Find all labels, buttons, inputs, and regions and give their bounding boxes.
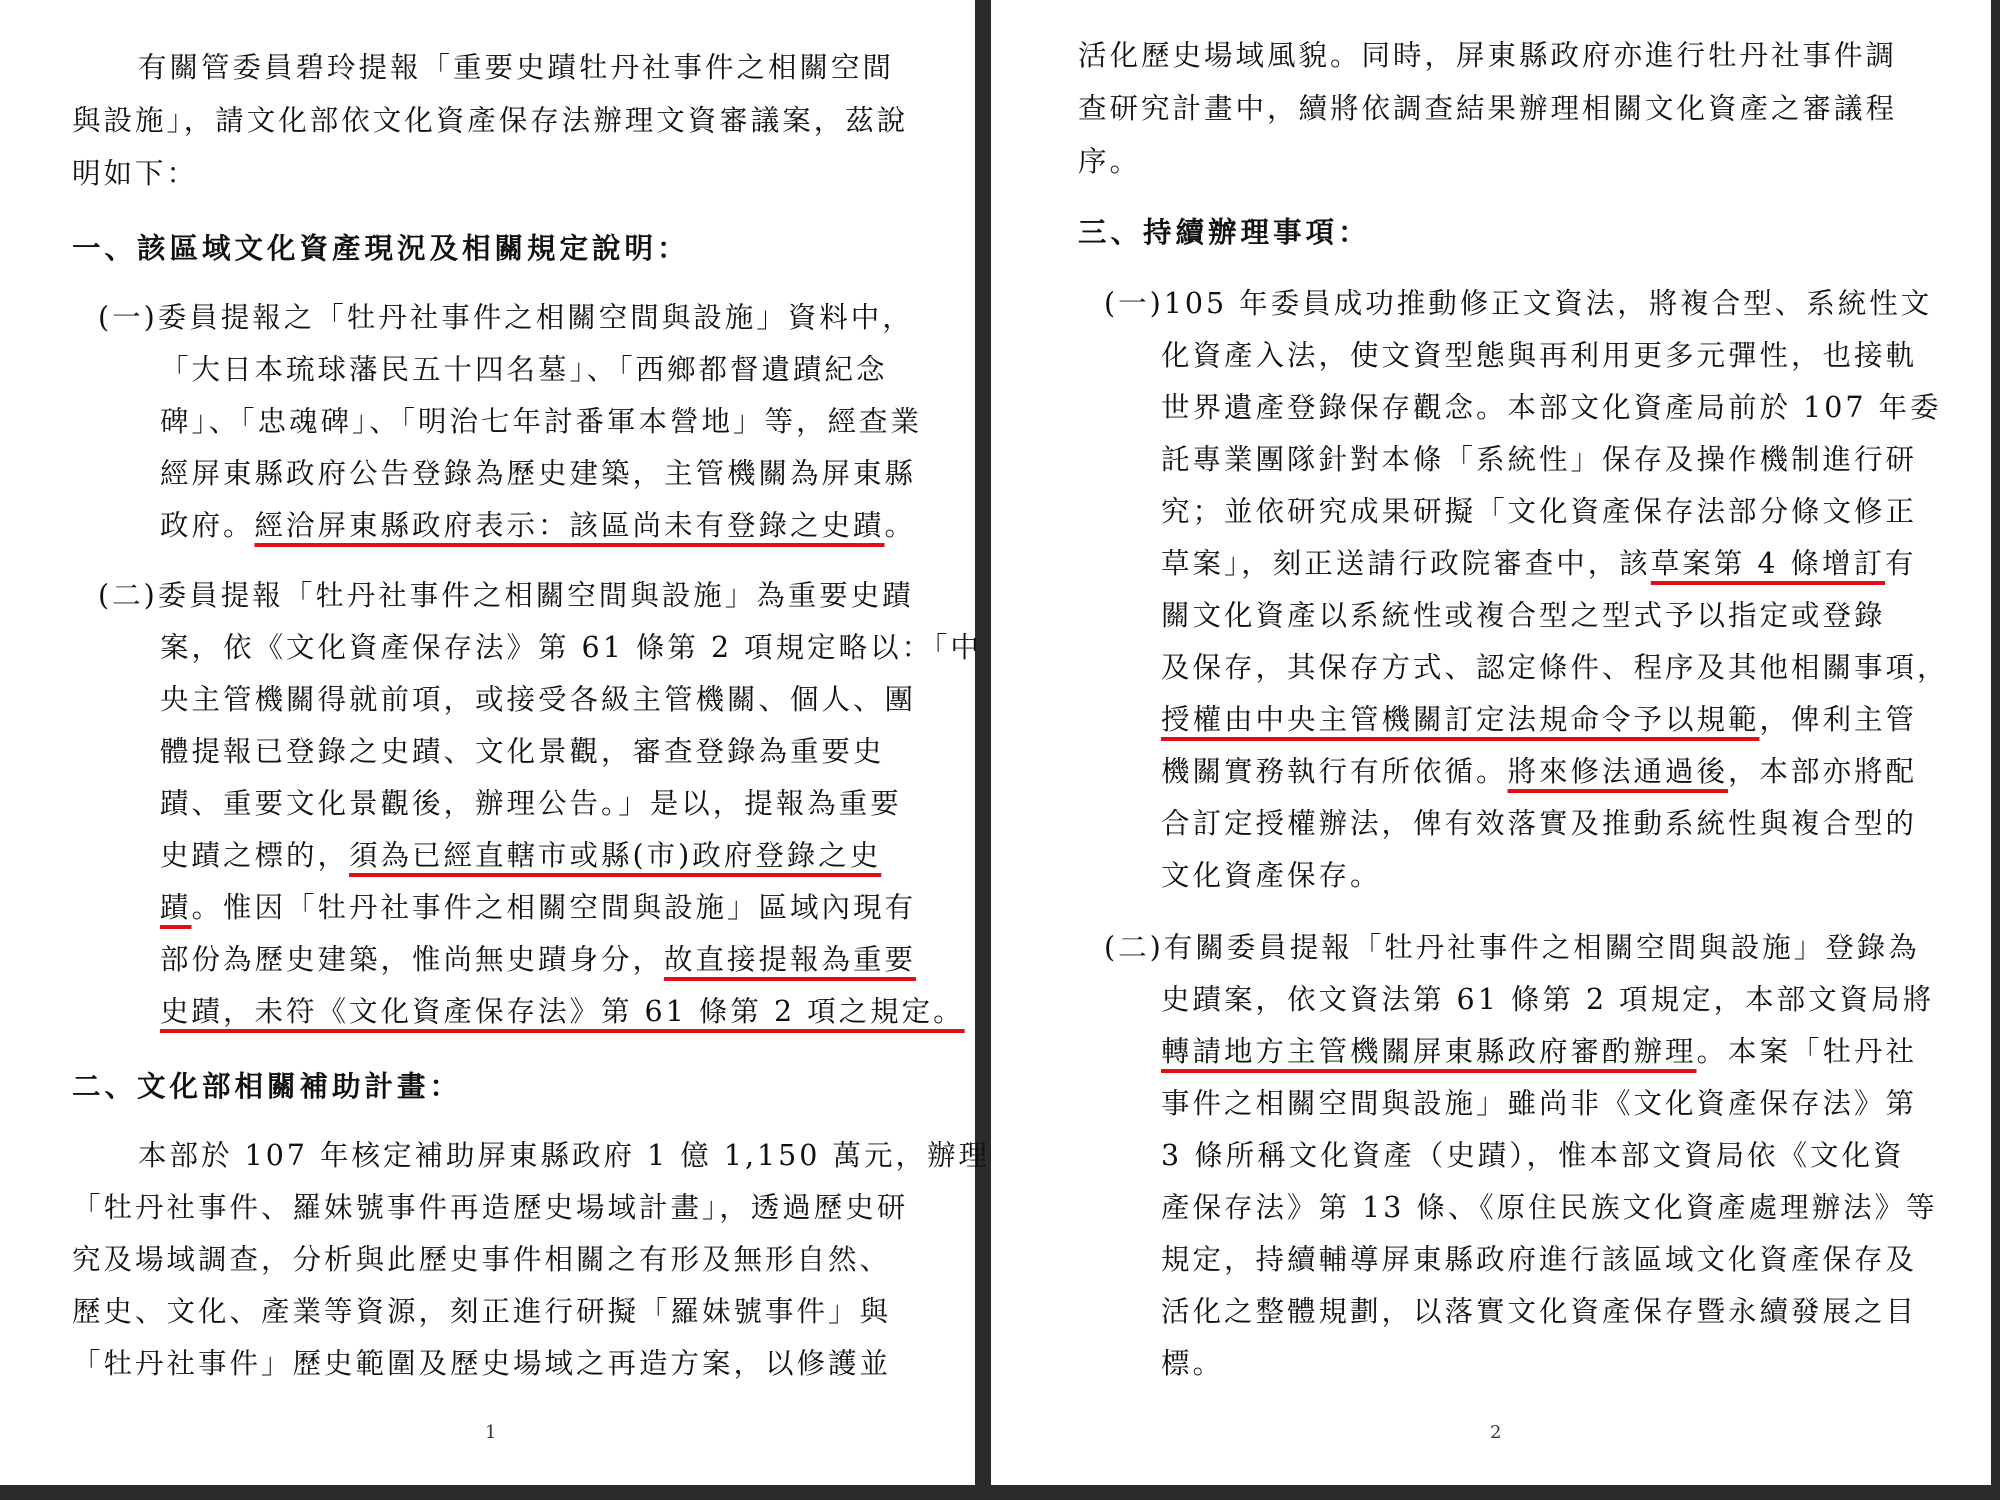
text-line: [1161, 804, 1917, 844]
text-line: [1161, 1240, 1917, 1280]
line-text: 史蹟之標的，: [160, 839, 350, 872]
text-line: [138, 48, 894, 88]
text-line: [160, 506, 916, 546]
text-line: [1104, 284, 1932, 324]
line-text: 央主管機關得就前項，或接受各級主管機關、個人、團: [160, 683, 917, 716]
line-text: 機關實務執行有所依循。: [1161, 755, 1508, 788]
line-text: 活化歷史場域風貌。同時，屏東縣政府亦進行牡丹社事件調: [1078, 39, 1898, 72]
text-line: [72, 154, 198, 194]
text-line: [1161, 856, 1382, 896]
line-text-after: 。本案「牡丹社: [1696, 1035, 1918, 1068]
red-underlined-text: 史蹟，未符《文化資產保存法》第 61 條第 2 項之規定。: [160, 995, 965, 1028]
text-line: [160, 836, 881, 876]
line-text: 3 條所稱文化資產（史蹟），惟本部文資局依《文化資: [1161, 1139, 1905, 1172]
red-underlined-text: 草案第 4 條增訂: [1650, 547, 1886, 580]
text-line: [160, 350, 888, 390]
text-line: [1161, 1136, 1904, 1176]
text-line: [160, 992, 965, 1032]
red-underlined-text: 將來修法通過後: [1507, 755, 1729, 788]
line-text: 「牡丹社事件」歷史範圍及歷史場域之再造方案，以修護並: [72, 1347, 892, 1380]
line-text: 序。: [1078, 145, 1142, 178]
line-text: 標。: [1161, 1347, 1225, 1380]
text-line: [1161, 596, 1886, 636]
line-text: 究及場域調查，分析與此歷史事件相關之有形及無形自然、: [72, 1243, 892, 1276]
text-line: [160, 940, 916, 980]
line-text: 政府。: [160, 509, 255, 542]
text-line: [1161, 544, 1917, 584]
text-line: [1161, 492, 1917, 532]
text-line: [72, 1240, 891, 1280]
line-text: 文化資產保存。: [1161, 859, 1382, 892]
line-text: 三、持續辦理事項：: [1078, 215, 1371, 249]
page-number: 2: [1490, 1422, 1502, 1443]
line-text: 「大日本琉球藩民五十四名墓」、「西鄉都督遺蹟紀念: [160, 353, 888, 386]
line-text: 歷史、文化、產業等資源，刻正進行研擬「羅妹號事件」與: [72, 1295, 892, 1328]
text-line: [1161, 388, 1942, 428]
red-underlined-text: 故直接提報為重要: [664, 943, 917, 976]
line-text: 史蹟案，依文資法第 61 條第 2 項規定，本部文資局將: [1161, 983, 1935, 1016]
text-line: [72, 1292, 891, 1332]
text-line: [160, 628, 982, 668]
text-line: [1078, 36, 1897, 76]
text-line: [72, 101, 908, 141]
line-text: (一)委員提報之「牡丹社事件之相關空間與設施」資料中，: [98, 301, 914, 334]
text-line: [1161, 752, 1917, 792]
text-line: [1161, 980, 1934, 1020]
text-line: [1078, 142, 1141, 182]
line-text: 一、該區域文化資產現況及相關規定說明：: [72, 231, 690, 265]
text-line: [160, 680, 916, 720]
text-line: [72, 1188, 908, 1228]
red-underlined-text: 轉請地方主管機關屏東縣政府審酌辦理: [1161, 1035, 1697, 1068]
text-line: [1161, 440, 1917, 480]
line-text: 經屏東縣政府公告登錄為歷史建築，主管機關為屏東縣: [160, 457, 917, 490]
line-text-after: ，俾利主管: [1759, 703, 1918, 736]
text-line: [98, 576, 914, 616]
line-text: 活化之整體規劃，以落實文化資產保存暨永續發展之目: [1161, 1295, 1918, 1328]
text-line: [1161, 1032, 1917, 1072]
line-text: 部份為歷史建築，惟尚無史蹟身分，: [160, 943, 665, 976]
section-heading: [72, 1066, 462, 1106]
line-text: 案，依《文化資產保存法》第 61 條第 2 項規定略以：「中: [160, 631, 982, 664]
line-text: (一)105 年委員成功推動修正文資法，將複合型、系統性文: [1104, 287, 1933, 320]
text-line: [1161, 1188, 1938, 1228]
text-line: [1161, 700, 1917, 740]
red-underlined-text: 蹟: [160, 891, 192, 924]
line-text-after: 。惟因「牡丹社事件之相關空間與設施」區域內現有: [191, 891, 917, 924]
line-text: 事件之相關空間與設施」雖尚非《文化資產保存法》第: [1161, 1087, 1918, 1120]
line-text: 二、文化部相關補助計畫：: [72, 1069, 463, 1103]
line-text-after: ，本部亦將配: [1728, 755, 1918, 788]
text-line: [1161, 1292, 1917, 1332]
line-text: 世界遺產登錄保存觀念。本部文化資產局前於 107 年委: [1161, 391, 1942, 424]
line-text: 及保存，其保存方式、認定條件、程序及其他相關事項，: [1161, 651, 1949, 684]
line-text: 蹟、重要文化景觀後，辦理公告。」是以，提報為重要: [160, 787, 902, 820]
line-text: 體提報已登錄之史蹟、文化景觀，審查登錄為重要史: [160, 735, 885, 768]
line-text: 碑」、「忠魂碑」、「明治七年討番軍本營地」等，經查業: [160, 405, 923, 438]
text-line: [138, 1136, 990, 1176]
line-text: 「牡丹社事件、羅妹號事件再造歷史場域計畫」，透過歷史研: [72, 1191, 909, 1224]
line-text: 關文化資產以系統性或複合型之型式予以指定或登錄: [1161, 599, 1886, 632]
line-text: (二)委員提報「牡丹社事件之相關空間與設施」為重要史蹟: [98, 579, 914, 612]
text-line: [160, 454, 916, 494]
line-text: 託專業團隊針對本條「系統性」保存及操作機制進行研: [1161, 443, 1918, 476]
text-line: [1104, 928, 1920, 968]
text-line: [1078, 89, 1897, 129]
line-text: 化資產入法，使文資型態與再利用更多元彈性，也接軌: [1161, 339, 1918, 372]
text-line: [160, 732, 885, 772]
line-text: 有關管委員碧玲提報「重要史蹟牡丹社事件之相關空間: [138, 51, 895, 84]
text-line: [98, 298, 914, 338]
text-line: [1161, 1084, 1917, 1124]
line-text: (二)有關委員提報「牡丹社事件之相關空間與設施」登錄為: [1104, 931, 1920, 964]
line-text-after: 。: [884, 509, 917, 542]
text-line: [160, 402, 922, 442]
line-text: 明如下：: [72, 157, 199, 190]
line-text: 查研究計畫中，續將依調查結果辦理相關文化資產之審議程: [1078, 92, 1898, 125]
text-line: [1161, 336, 1917, 376]
line-text: 草案」，刻正送請行政院審查中，該: [1161, 547, 1651, 580]
text-line: [1161, 648, 1949, 688]
line-text: 究；並依研究成果研擬「文化資產保存法部分條文修正: [1161, 495, 1918, 528]
text-line: [72, 1344, 891, 1384]
document-page-2: [991, 0, 1991, 1485]
red-underlined-text: 授權由中央主管機關訂定法規命令予以規範: [1161, 703, 1760, 736]
document-page-1: [0, 0, 990, 1485]
line-text: 合訂定授權辦法，俾有效落實及推動系統性與複合型的: [1161, 807, 1918, 840]
text-line: [1161, 1344, 1224, 1384]
line-text: 本部於 107 年核定補助屏東縣政府 1 億 1,150 萬元，辦理: [138, 1139, 990, 1172]
line-text: 規定，持續輔導屏東縣政府進行該區域文化資產保存及: [1161, 1243, 1918, 1276]
red-underlined-text: 經洽屏東縣政府表示：該區尚未有登錄之史蹟: [254, 509, 885, 542]
section-heading: [1078, 212, 1371, 252]
text-line: [160, 888, 916, 928]
text-line: [160, 784, 902, 824]
line-text: 與設施」，請文化部依文化資產保存法辦理文資審議案，茲說: [72, 104, 909, 137]
section-heading: [72, 228, 690, 268]
page-number: 1: [485, 1422, 497, 1443]
line-text-after: 有: [1885, 547, 1917, 580]
line-text: 產保存法》第 13 條、《原住民族文化資產處理辦法》等: [1161, 1191, 1938, 1224]
red-underlined-text: 須為已經直轄市或縣(市)政府登錄之史: [349, 839, 882, 872]
